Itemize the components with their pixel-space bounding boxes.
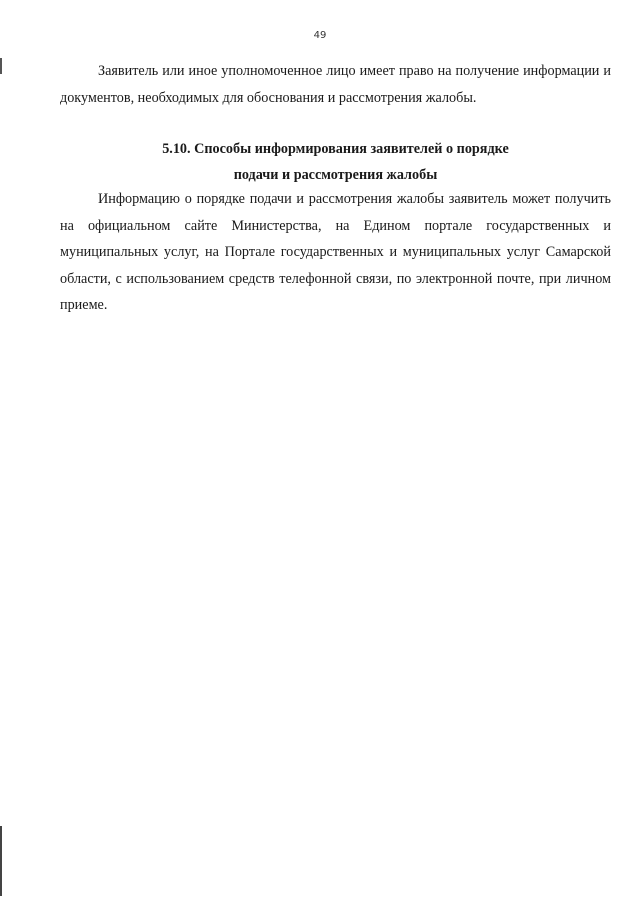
scan-edge-mark-top: [0, 58, 2, 74]
paragraph-right-to-information: Заявитель или иное уполномоченное лицо имеет право на получение информации и документов, необходимых для обоснования и рассмотрения жалобы.: [60, 63, 611, 106]
paragraph-information-methods: Информацию о порядке подачи и рассмотрения жалобы заявитель может получить на официальном сайте Министерства, на Едином портале государственных и муниципальных услуг, на Портале государственных и муниципальных услуг Самарской области, с использованием средств телефонной связи, по электронной почте, при личном приеме.: [60, 191, 611, 313]
scan-edge-mark-bottom: [0, 826, 2, 896]
section-heading-line-2: подачи и рассмотрения жалобы: [233, 167, 438, 183]
page-number: 49: [313, 30, 327, 41]
section-heading-line-1: 5.10. Способы информирования заявителей о порядке: [162, 141, 509, 157]
